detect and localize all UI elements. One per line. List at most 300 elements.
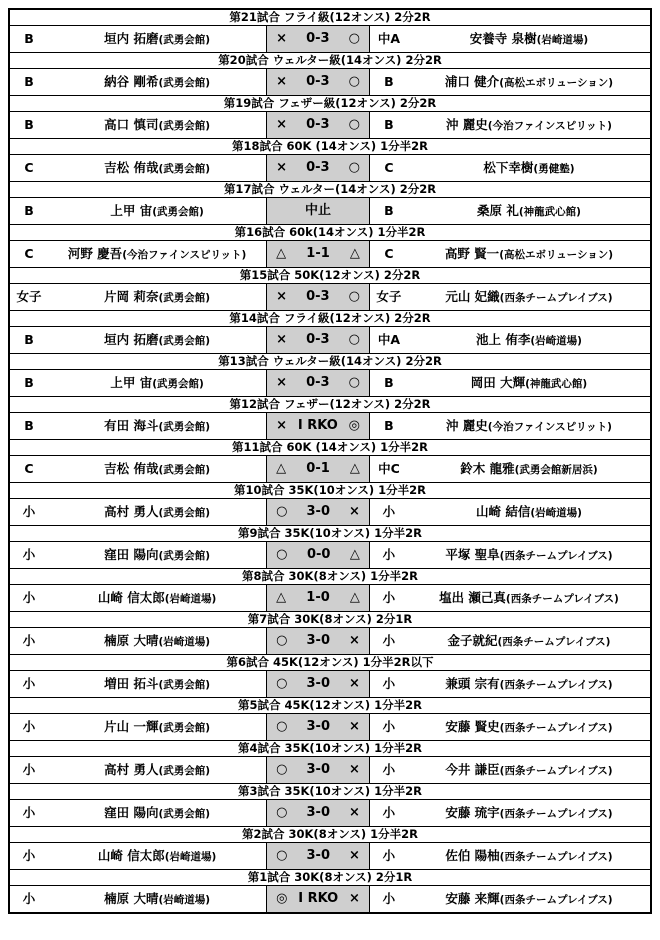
left-club: (武勇会館) [158, 506, 211, 519]
left-mark: ◎ [276, 891, 288, 906]
left-fighter [10, 327, 266, 353]
result-cell [266, 714, 370, 740]
bout-row [10, 499, 650, 526]
left-club: (武勇会館) [158, 549, 211, 562]
right-club: (高松エボリューション) [499, 248, 614, 261]
right-club: (西条チームプレイブス) [499, 721, 613, 734]
right-name: 安養寺 泉樹 [469, 30, 537, 46]
left-class: 小 [22, 848, 36, 863]
right-name-cell [408, 69, 650, 95]
bout-row [10, 456, 650, 483]
right-name-cell [408, 671, 650, 697]
right-club: (岩崎道場) [530, 506, 582, 519]
result-cell [266, 671, 370, 697]
left-mark: ○ [276, 848, 288, 863]
right-club: (西条チームプレイブス) [499, 807, 613, 820]
right-class: 小 [382, 719, 396, 734]
left-fighter [10, 370, 266, 396]
score: 3-0 [306, 805, 330, 820]
result-cell [266, 843, 370, 869]
left-fighter [10, 284, 266, 310]
score: 0-3 [306, 160, 330, 175]
bout-header: 第11試合 60K (14オンス) 1分半2R [10, 440, 650, 456]
result-cell [266, 284, 370, 310]
left-mark: ○ [276, 504, 288, 519]
left-club: (武勇会館) [158, 76, 211, 89]
right-fighter [370, 757, 650, 783]
right-fighter [370, 800, 650, 826]
left-mark: × [276, 332, 288, 347]
result-cell [266, 628, 370, 654]
bout-header: 第15試合 50K(12オンス) 2分2R [10, 268, 650, 284]
left-name: 楠原 大晴 [104, 890, 159, 906]
bout-header: 第8試合 30K(8オンス) 1分半2R [10, 569, 650, 585]
right-name-cell [408, 714, 650, 740]
right-mark: × [349, 504, 360, 519]
right-mark: △ [349, 547, 360, 562]
left-name-cell [48, 69, 266, 95]
left-class: B [24, 203, 34, 218]
left-club: (岩崎道場) [164, 592, 217, 605]
left-fighter [10, 671, 266, 697]
left-club: (武勇会館) [158, 420, 211, 433]
right-mark: × [349, 891, 360, 906]
right-name-cell [408, 843, 650, 869]
score: 3-0 [306, 633, 330, 648]
right-name: 桑原 礼 [476, 202, 519, 218]
right-mark: ○ [348, 31, 360, 46]
bout-row [10, 112, 650, 139]
right-class: 小 [382, 805, 396, 820]
left-class: 小 [22, 891, 36, 906]
left-club: (武勇会館) [158, 162, 211, 175]
right-club: (西条チームプレイブス) [499, 549, 613, 562]
right-name: 元山 妃織 [445, 288, 500, 304]
right-fighter [370, 112, 650, 138]
score: 3-0 [306, 762, 330, 777]
left-mark: △ [276, 461, 287, 476]
left-name-cell [48, 327, 266, 353]
left-fighter [10, 456, 266, 482]
bout-header: 第5試合 45K(12オンス) 1分半2R [10, 698, 650, 714]
right-fighter [370, 714, 650, 740]
left-name: 垣内 拓磨 [104, 30, 159, 46]
right-name-cell [408, 456, 650, 482]
bout-row [10, 26, 650, 53]
left-name: 窪田 陽向 [104, 546, 159, 562]
left-name: 片岡 莉奈 [104, 288, 159, 304]
left-fighter [10, 800, 266, 826]
bout-row [10, 198, 650, 225]
right-name-cell [408, 628, 650, 654]
right-club: (岩崎道場) [530, 334, 582, 347]
right-mark: △ [349, 246, 360, 261]
right-name: 高野 賢一 [444, 245, 500, 261]
right-name-cell [408, 757, 650, 783]
right-mark: × [349, 762, 360, 777]
right-fighter [370, 413, 650, 439]
score: 3-0 [306, 504, 330, 519]
left-mark: × [276, 289, 288, 304]
left-fighter [10, 757, 266, 783]
right-fighter [370, 671, 650, 697]
right-club: (西条チームプレイブス) [499, 893, 613, 906]
left-club: (武勇会館) [158, 33, 211, 46]
bout-row [10, 241, 650, 268]
bout-results-table [8, 8, 652, 914]
bout-row [10, 69, 650, 96]
right-name: 平塚 聖阜 [445, 546, 500, 562]
left-fighter [10, 155, 266, 181]
left-name-cell [48, 585, 266, 611]
left-name-cell [48, 628, 266, 654]
result-cell [266, 112, 370, 138]
right-name: 岡田 大輝 [470, 374, 526, 390]
right-class: B [384, 74, 394, 89]
left-class: 小 [22, 633, 36, 648]
right-class: 小 [382, 590, 396, 605]
left-name-cell [48, 542, 266, 568]
score: 0-3 [306, 375, 330, 390]
bout-row [10, 155, 650, 182]
result-cell [266, 370, 370, 396]
result-cell [266, 585, 370, 611]
right-club: (高松エボリューション) [499, 76, 614, 89]
left-club: (武勇会館) [158, 291, 211, 304]
result-cell [266, 198, 370, 224]
right-name-cell [408, 542, 650, 568]
right-name-cell [408, 499, 650, 525]
right-mark: ○ [348, 160, 360, 175]
left-fighter [10, 499, 266, 525]
right-class: 中A [377, 31, 400, 46]
left-class: B [24, 74, 34, 89]
result-cell [266, 69, 370, 95]
right-fighter [370, 69, 650, 95]
right-club: (勇健塾) [533, 162, 575, 175]
right-name: 池上 侑李 [475, 331, 531, 347]
left-name-cell [48, 886, 266, 912]
right-name: 鈴木 龍雅 [460, 460, 515, 476]
score: 0-0 [306, 547, 331, 562]
left-mark: × [276, 160, 288, 175]
right-name-cell [408, 370, 650, 396]
left-class: 小 [22, 504, 36, 519]
right-class: 中A [377, 332, 400, 347]
left-fighter [10, 198, 266, 224]
bout-header: 第21試合 フライ級(12オンス) 2分2R [10, 10, 650, 26]
left-name-cell [48, 499, 266, 525]
left-club: (武勇会館) [152, 205, 204, 218]
score: I RKO [298, 891, 339, 906]
left-fighter [10, 112, 266, 138]
left-name: 片山 一輝 [104, 718, 159, 734]
right-mark: ○ [348, 74, 360, 89]
right-mark: ○ [348, 289, 360, 304]
bout-row [10, 585, 650, 612]
result-cell [266, 456, 370, 482]
right-class: 小 [382, 547, 396, 562]
left-mark: ○ [276, 719, 288, 734]
left-class: 小 [22, 762, 36, 777]
right-name: 兼頭 宗有 [445, 675, 500, 691]
left-fighter [10, 241, 266, 267]
score: I RKO [297, 418, 338, 433]
bout-row [10, 886, 650, 912]
right-fighter [370, 198, 650, 224]
score: 中止 [305, 203, 332, 218]
left-club: (岩崎道場) [158, 893, 211, 906]
score: 0-3 [306, 74, 330, 89]
result-cell [266, 155, 370, 181]
right-class: B [384, 418, 394, 433]
left-name: 上甲 宙 [110, 374, 153, 390]
right-mark: × [349, 719, 360, 734]
left-mark: △ [276, 246, 287, 261]
left-mark: ○ [276, 547, 288, 562]
left-club: (武勇会館) [158, 463, 211, 476]
score: 0-3 [306, 117, 330, 132]
score: 1-1 [306, 246, 330, 261]
right-fighter [370, 542, 650, 568]
right-name: 佐伯 陽柚 [445, 847, 500, 863]
left-club: (武勇会館) [158, 678, 211, 691]
right-name: 山崎 結信 [475, 503, 531, 519]
right-name-cell [408, 241, 650, 267]
right-mark: × [349, 848, 360, 863]
right-club: (西条チームプレイブス) [499, 678, 613, 691]
right-club: (神龍武心館) [525, 377, 588, 390]
right-club: (武勇会館新居浜) [514, 463, 598, 476]
right-name-cell [408, 800, 650, 826]
left-mark: ○ [276, 762, 288, 777]
right-mark: × [349, 805, 360, 820]
left-club: (岩崎道場) [164, 850, 217, 863]
left-club: (武勇会館) [158, 807, 211, 820]
bout-row [10, 542, 650, 569]
left-name: 高村 勇人 [104, 503, 159, 519]
right-club: (西条チームプレイブス) [499, 764, 613, 777]
right-fighter [370, 585, 650, 611]
right-name-cell [408, 886, 650, 912]
right-club: (西条チームプレイブス) [497, 635, 611, 648]
bout-header: 第16試合 60k(14オンス) 1分半2R [10, 225, 650, 241]
left-class: B [24, 375, 34, 390]
right-mark: △ [349, 461, 360, 476]
right-fighter [370, 26, 650, 52]
score: 0-1 [306, 461, 330, 476]
right-name: 松下幸樹 [483, 159, 534, 175]
left-fighter [10, 542, 266, 568]
right-class: C [384, 246, 394, 261]
right-class: C [384, 160, 394, 175]
right-name: 安藤 賢史 [445, 718, 500, 734]
right-class: 小 [382, 891, 396, 906]
right-name: 今井 謙臣 [445, 761, 500, 777]
left-name: 吉松 侑哉 [104, 159, 159, 175]
left-name: 山崎 信太郎 [97, 589, 165, 605]
left-mark: × [276, 74, 288, 89]
score: 1-0 [306, 590, 330, 605]
left-name: 高村 勇人 [104, 761, 159, 777]
right-name-cell [408, 155, 650, 181]
right-name: 金子就紀 [447, 632, 498, 648]
left-name: 楠原 大晴 [104, 632, 159, 648]
right-club: (西条チームプレイブス) [499, 850, 613, 863]
left-mark: × [276, 117, 288, 132]
left-mark: × [276, 31, 288, 46]
right-fighter [370, 843, 650, 869]
right-class: B [384, 203, 394, 218]
bout-header: 第20試合 ウェルター級(14オンス) 2分2R [10, 53, 650, 69]
bout-header: 第7試合 30K(8オンス) 2分1R [10, 612, 650, 628]
result-cell [266, 757, 370, 783]
left-mark: × [276, 375, 288, 390]
bout-header: 第17試合 ウェルター(14オンス) 2分2R [10, 182, 650, 198]
right-class: 小 [382, 762, 396, 777]
right-name-cell [408, 26, 650, 52]
score: 3-0 [306, 676, 330, 691]
right-fighter [370, 155, 650, 181]
result-cell [266, 499, 370, 525]
bout-header: 第19試合 フェザー級(12オンス) 2分2R [10, 96, 650, 112]
left-club: (武勇会館) [158, 721, 211, 734]
left-club: (武勇会館) [158, 764, 211, 777]
right-name-cell [408, 112, 650, 138]
left-name-cell [48, 843, 266, 869]
left-name: 有田 海斗 [104, 417, 159, 433]
right-fighter [370, 886, 650, 912]
bout-row [10, 327, 650, 354]
left-fighter [10, 628, 266, 654]
bout-header: 第13試合 ウェルター級(14オンス) 2分2R [10, 354, 650, 370]
left-name: 山崎 信太郎 [97, 847, 165, 863]
left-club: (武勇会館) [158, 334, 211, 347]
score: 0-3 [306, 332, 330, 347]
left-class: 小 [22, 676, 36, 691]
bout-header: 第1試合 30K(8オンス) 2分1R [10, 870, 650, 886]
left-mark: △ [276, 590, 287, 605]
result-cell [266, 886, 370, 912]
right-class: 小 [382, 848, 396, 863]
score: 3-0 [306, 848, 330, 863]
result-cell [266, 26, 370, 52]
bout-header: 第9試合 35K(10オンス) 1分半2R [10, 526, 650, 542]
right-club: (西条チームプレイブス) [505, 592, 619, 605]
left-fighter [10, 714, 266, 740]
right-class: 小 [382, 504, 396, 519]
left-name-cell [48, 413, 266, 439]
result-cell [266, 241, 370, 267]
left-fighter [10, 585, 266, 611]
right-name: 沖 麗史 [445, 116, 488, 132]
bout-header: 第4試合 35K(10オンス) 1分半2R [10, 741, 650, 757]
right-name: 浦口 健介 [444, 73, 500, 89]
bout-header: 第6試合 45K(12オンス) 1分半2R以下 [10, 655, 650, 671]
score: 0-3 [306, 31, 330, 46]
left-name-cell [48, 241, 266, 267]
left-name: 増田 拓斗 [104, 675, 159, 691]
right-name-cell [408, 198, 650, 224]
bout-header: 第14試合 フライ級(12オンス) 2分2R [10, 311, 650, 327]
left-mark: ○ [276, 805, 288, 820]
right-club: (今治ファインスピリット) [487, 420, 612, 433]
bout-header: 第18試合 60K (14オンス) 1分半2R [10, 139, 650, 155]
left-name-cell [48, 26, 266, 52]
left-mark: × [276, 418, 288, 433]
left-class: 女子 [16, 289, 42, 304]
left-name-cell [48, 112, 266, 138]
left-class: C [24, 246, 34, 261]
right-class: B [384, 117, 394, 132]
left-class: B [24, 418, 34, 433]
right-name: 安藤 琉宇 [445, 804, 500, 820]
bout-header: 第12試合 フェザー(12オンス) 2分2R [10, 397, 650, 413]
right-name: 安藤 来輝 [445, 890, 500, 906]
right-fighter [370, 456, 650, 482]
right-name: 沖 麗史 [445, 417, 488, 433]
right-name-cell [408, 284, 650, 310]
right-name: 塩出 瀬己真 [439, 589, 506, 605]
left-name: 納谷 剛希 [104, 73, 159, 89]
left-class: C [24, 160, 34, 175]
left-name-cell [48, 757, 266, 783]
left-class: 小 [22, 590, 36, 605]
left-mark: ○ [276, 633, 288, 648]
right-fighter [370, 370, 650, 396]
right-fighter [370, 241, 650, 267]
left-name: 吉松 侑哉 [104, 460, 159, 476]
right-club: (岩崎道場) [536, 33, 589, 46]
left-name-cell [48, 800, 266, 826]
left-class: B [24, 117, 34, 132]
bout-row [10, 628, 650, 655]
left-class: 小 [22, 805, 36, 820]
left-mark: ○ [276, 676, 288, 691]
right-fighter [370, 628, 650, 654]
right-class: 小 [382, 633, 396, 648]
right-mark: ◎ [348, 418, 360, 433]
right-name-cell [408, 327, 650, 353]
left-fighter [10, 413, 266, 439]
left-name-cell [48, 198, 266, 224]
right-fighter [370, 284, 650, 310]
result-cell [266, 542, 370, 568]
left-class: 小 [22, 547, 36, 562]
result-cell [266, 800, 370, 826]
left-fighter [10, 26, 266, 52]
bout-row [10, 370, 650, 397]
left-club: (岩崎道場) [158, 635, 211, 648]
right-club: (西条チームプレイブス) [499, 291, 613, 304]
left-club: (武勇会館) [158, 119, 211, 132]
right-mark: ○ [348, 375, 360, 390]
bout-row [10, 413, 650, 440]
left-fighter [10, 886, 266, 912]
left-fighter [10, 69, 266, 95]
bout-row [10, 800, 650, 827]
left-name-cell [48, 370, 266, 396]
bout-row [10, 757, 650, 784]
right-name-cell [408, 585, 650, 611]
result-cell [266, 327, 370, 353]
left-name-cell [48, 284, 266, 310]
bout-row [10, 843, 650, 870]
right-mark: ○ [348, 117, 360, 132]
left-name-cell [48, 714, 266, 740]
right-mark: △ [349, 590, 360, 605]
left-name-cell [48, 671, 266, 697]
